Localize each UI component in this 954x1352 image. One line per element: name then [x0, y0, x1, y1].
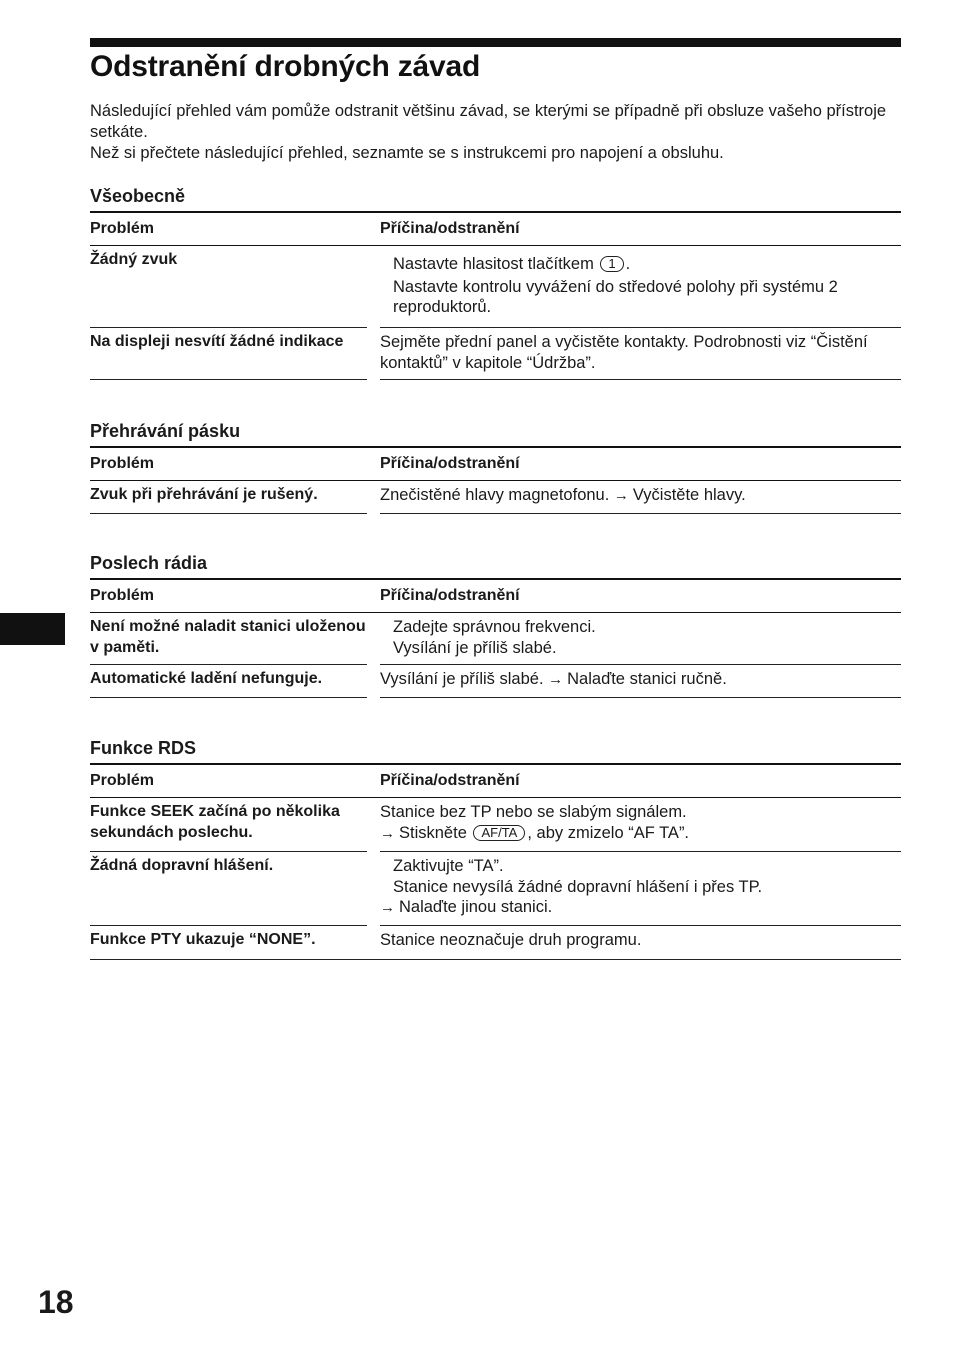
table-header: [90, 763, 901, 798]
section-title: Všeobecně: [90, 186, 186, 206]
solution-line: Zaktivujte “TA”.: [393, 857, 504, 875]
solution-text: Vysílání je příliš slabé.: [380, 670, 544, 688]
solution-text: .: [625, 255, 631, 273]
problem-cell: Žádný zvuk: [90, 246, 367, 328]
solution-cell: Sejměte přední panel a vyčistěte kontakty. Podrobnosti viz “Čistění kontaktů” v kapitole “Údržba”.: [380, 328, 901, 380]
header-problem: Problém: [90, 220, 155, 237]
page-number: 18: [38, 1284, 74, 1320]
header-solution: Příčina/odstranění: [380, 772, 520, 789]
table-row: [90, 613, 901, 665]
solution-line: Nastavte kontrolu vyvážení do středové polohy při systému 2 reproduktorů.: [393, 277, 838, 316]
solution-cell: [380, 852, 901, 926]
arrow-right-icon: →: [613, 487, 629, 504]
arrow-right-icon: →: [380, 899, 395, 916]
section-title: Funkce RDS: [90, 738, 197, 758]
solution-text: Stiskněte: [399, 823, 467, 842]
section-general: [90, 185, 901, 380]
solution-text: Nastavte hlasitost tlačítkem: [393, 255, 594, 273]
arrow-right-icon: →: [548, 671, 564, 688]
solution-line: [380, 897, 901, 919]
section-rds: [90, 737, 901, 960]
table-row: [90, 798, 901, 852]
solution-text: Znečistěné hlavy magnetofonu.: [380, 486, 610, 504]
solution-text: Vyčistěte hlavy.: [632, 486, 746, 504]
intro-paragraph: Následující přehled vám pomůže odstranit většinu závad, se kterými se případně při obsluze vašeho přístroje setkáte.: [90, 102, 887, 141]
af-ta-button-icon: AF/TA: [473, 825, 525, 841]
problem-cell: Funkce PTY ukazuje “NONE”.: [90, 926, 367, 960]
table-row: [90, 926, 901, 960]
intro-text: [90, 101, 905, 164]
problem-cell: Žádná dopravní hlášení.: [90, 852, 367, 926]
solution-cell: Stanice neoznačuje druh programu.: [380, 926, 901, 960]
solution-line: [380, 254, 901, 275]
header-problem: Problém: [90, 587, 155, 604]
table-header: [90, 446, 901, 481]
problem-cell: Zvuk při přehrávání je rušený.: [90, 481, 367, 514]
table-header: [90, 211, 901, 246]
arrow-right-icon: →: [380, 824, 395, 842]
table-row: [90, 328, 901, 380]
section-tape: [90, 420, 901, 514]
problem-cell: Automatické ladění nefunguje.: [90, 665, 367, 698]
section-tab-marker: [0, 613, 65, 645]
solution-cell: [380, 481, 901, 514]
button-1-icon: 1: [600, 256, 623, 272]
solution-line: Vysílání je příliš slabé.: [393, 638, 557, 657]
solution-cell: [380, 798, 901, 852]
solution-line: Stanice nevysílá žádné dopravní hlášení i přes TP.: [393, 877, 763, 896]
table-row: [90, 665, 901, 698]
problem-cell: Na displeji nesvítí žádné indikace: [90, 328, 367, 380]
intro-paragraph: Než si přečtete následující přehled, seznamte se s instrukcemi pro napojení a obsluhu.: [90, 144, 724, 162]
solution-cell: [380, 613, 901, 665]
solution-cell: [380, 246, 901, 328]
solution-line: Stanice bez TP nebo se slabým signálem.: [380, 803, 687, 821]
table-row: [90, 852, 901, 926]
header-solution: Příčina/odstranění: [380, 587, 520, 604]
solution-cell: [380, 665, 901, 698]
solution-text: Nalaďte stanici ručně.: [567, 670, 727, 688]
solution-line: [380, 823, 901, 845]
solution-line: Zadejte správnou frekvenci.: [393, 618, 596, 636]
problem-cell: Funkce SEEK začíná po několika sekundách poslechu.: [90, 798, 367, 852]
problem-cell: Není možné naladit stanici uloženou v paměti.: [90, 613, 367, 665]
solution-text: Nalaďte jinou stanici.: [399, 898, 553, 916]
section-title: Přehrávání pásku: [90, 421, 241, 441]
header-solution: Příčina/odstranění: [380, 220, 520, 237]
header-solution: Příčina/odstranění: [380, 455, 520, 472]
header-problem: Problém: [90, 455, 155, 472]
table-row: [90, 481, 901, 514]
solution-text: , aby zmizelo “AF TA”.: [527, 823, 690, 842]
page-title: Odstranění drobných závad: [90, 50, 481, 83]
table-row: [90, 246, 901, 328]
header-problem: Problém: [90, 772, 155, 789]
table-header: [90, 578, 901, 613]
title-rule: [90, 38, 901, 47]
section-radio: [90, 552, 901, 698]
section-title: Poslech rádia: [90, 553, 208, 573]
